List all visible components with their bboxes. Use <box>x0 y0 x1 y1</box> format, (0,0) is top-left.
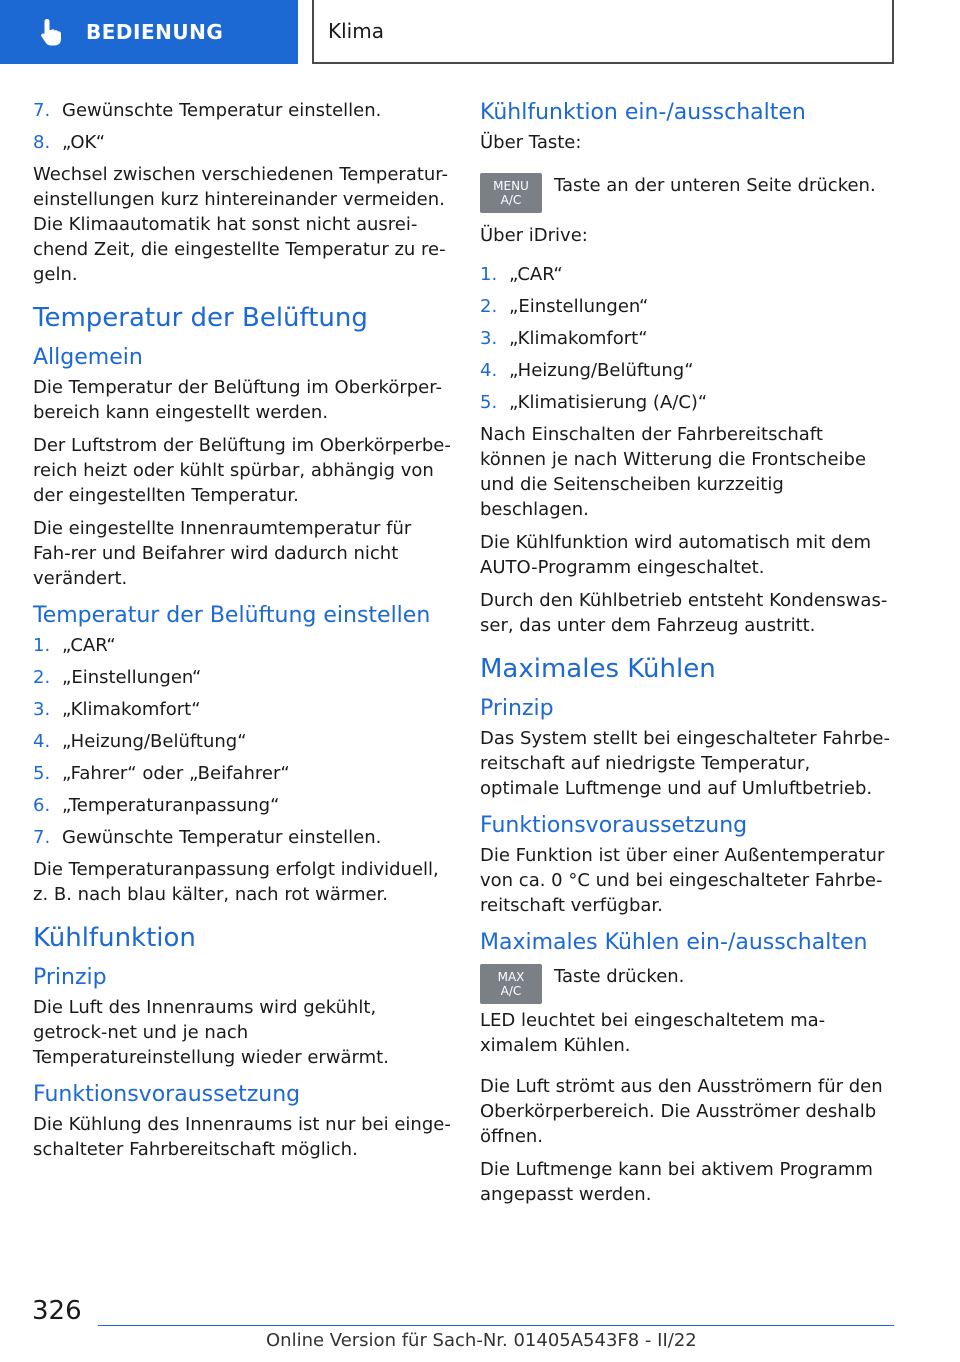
paragraph: Die Luftmenge kann bei aktivem Programm angepasst werden. <box>480 1159 873 1205</box>
step-text: „Temperaturanpassung“ <box>62 795 280 816</box>
paragraph: Nach Einschalten der Fahrbereitschaft können je nach Witterung die Frontscheibe und die Seitenscheiben kurzzeitig beschlagen. <box>480 424 867 520</box>
voraussetzung-paragraph: Die Kühlung des Innenraums ist nur bei einge-schalteter Fahrbereitschaft möglich. <box>33 1114 451 1160</box>
heading-prinzip: Prinzip <box>480 696 554 721</box>
step-number: 3. <box>480 328 498 349</box>
chapter-label: Klima <box>328 19 384 43</box>
step-number: 7. <box>33 827 51 848</box>
list-item <box>33 665 451 690</box>
step-text: „Klimatisierung (A/C)“ <box>509 392 708 413</box>
heading-allgemein: Allgemein <box>33 345 143 370</box>
via-button-label: Über Taste: <box>480 132 582 153</box>
heading-cooling-onoff: Kühlfunktion ein-/ausschalten <box>480 100 806 125</box>
list-item <box>33 825 451 850</box>
step-text: „Heizung/Belüftung“ <box>509 360 694 381</box>
paragraph: Die Luft strömt aus den Ausströmern für den Oberkörperbereich. Die Ausströmer deshalb öffnen. <box>480 1076 883 1147</box>
top-note: Wechsel zwischen verschiedenen Temperatur-einstellungen kurz hintereinander vermeiden. Die Klimaautomatik hat sonst nicht ausrei-chend Zeit, die eingestellte Temperatur zu re-geln. <box>33 164 449 285</box>
step-number: 7. <box>33 100 51 121</box>
menu-ac-button-icon <box>480 173 542 213</box>
chapter-header <box>312 0 894 64</box>
allgemein-paragraph: Der Luftstrom der Belüftung im Oberkörperbe-reich heizt oder kühlt spürbar, abhängig von der eingestellten Temperatur. <box>33 435 451 506</box>
voraussetzung-paragraph: Die Funktion ist über einer Außentemperatur von ca. 0 °C und bei eingeschalteter Fahrbe-reitschaft verfügbar. <box>480 845 885 916</box>
step-text: „Einstellungen“ <box>509 296 649 317</box>
list-item <box>33 697 451 722</box>
hand-pointer-icon <box>36 16 68 48</box>
page-number: 326 <box>32 1296 82 1326</box>
paragraph: Durch den Kühlbetrieb entsteht Kondenswas-ser, das unter dem Fahrzeug austritt. <box>480 590 888 636</box>
heading-max-cooling: Maximales Kühlen <box>480 654 716 684</box>
step-text: „CAR“ <box>509 264 563 285</box>
step-text: „Heizung/Belüftung“ <box>62 731 247 752</box>
step-number: 2. <box>480 296 498 317</box>
list-item <box>480 358 894 383</box>
max-ac-led-text: LED leuchtet bei eingeschaltetem ma-ximalem Kühlen. <box>480 1010 826 1056</box>
max-ac-row <box>480 964 894 1004</box>
step-text: „Klimakomfort“ <box>509 328 648 349</box>
via-idrive-label: Über iDrive: <box>480 225 588 246</box>
button-line: MAX <box>497 970 525 984</box>
set-note: Die Temperaturanpassung erfolgt individuell, z. B. nach blau kälter, nach rot wärmer. <box>33 859 439 905</box>
list-item <box>33 130 451 155</box>
list-item <box>33 633 451 658</box>
list-item <box>33 98 451 123</box>
heading-kuehlfunktion: Kühlfunktion <box>33 923 196 953</box>
step-number: 8. <box>33 132 51 153</box>
online-version-note: Online Version für Sach-Nr. 01405A543F8 - II/22 <box>266 1330 697 1351</box>
step-text: „Fahrer“ oder „Beifahrer“ <box>62 763 290 784</box>
list-item <box>33 729 451 754</box>
list-item <box>480 326 894 351</box>
list-item <box>33 761 451 786</box>
step-text: Gewünschte Temperatur einstellen. <box>62 827 382 848</box>
step-number: 1. <box>33 635 51 656</box>
step-number: 6. <box>33 795 51 816</box>
allgemein-paragraph: Die eingestellte Innenraumtemperatur für Fah-rer und Beifahrer wird dadurch nicht verändert. <box>33 518 412 589</box>
step-text: Gewünschte Temperatur einstellen. <box>62 100 382 121</box>
list-item <box>480 390 894 415</box>
step-number: 5. <box>33 763 51 784</box>
menu-ac-text: Taste an der unteren Seite drücken. <box>554 175 876 196</box>
heading-max-cooling-onoff: Maximales Kühlen ein-/ausschalten <box>480 930 868 955</box>
step-number: 5. <box>480 392 498 413</box>
heading-funktionsvoraussetzung: Funktionsvoraussetzung <box>480 813 748 838</box>
list-item <box>33 793 451 818</box>
max-ac-text: Taste drücken. <box>554 966 685 987</box>
step-number: 1. <box>480 264 498 285</box>
top-steps-list <box>33 98 451 155</box>
heading-vent-temperature: Temperatur der Belüftung <box>33 303 368 333</box>
idrive-steps-list <box>480 262 894 415</box>
step-number: 4. <box>480 360 498 381</box>
step-text: „Klimakomfort“ <box>62 699 201 720</box>
step-number: 2. <box>33 667 51 688</box>
heading-prinzip: Prinzip <box>33 965 107 990</box>
max-ac-button-icon <box>480 964 542 1004</box>
right-column <box>480 98 894 1215</box>
left-column <box>33 98 451 1170</box>
button-line: MENU <box>493 179 529 193</box>
menu-ac-row <box>480 173 894 213</box>
paragraph: Die Kühlfunktion wird automatisch mit dem AUTO-Programm eingeschaltet. <box>480 532 871 578</box>
step-number: 4. <box>33 731 51 752</box>
list-item <box>480 262 894 287</box>
step-text: „OK“ <box>62 132 106 153</box>
step-text: „CAR“ <box>62 635 116 656</box>
step-number: 3. <box>33 699 51 720</box>
footer-divider <box>98 1325 894 1326</box>
allgemein-paragraph: Die Temperatur der Belüftung im Oberkörper-bereich kann eingestellt werden. <box>33 377 442 423</box>
step-text: „Einstellungen“ <box>62 667 202 688</box>
prinzip-paragraph: Die Luft des Innenraums wird gekühlt, getrock-net und je nach Temperatureinstellung wieder erwärmt. <box>33 997 389 1068</box>
section-label: BEDIENUNG <box>86 20 224 44</box>
prinzip-paragraph: Das System stellt bei eingeschalteter Fahrbe-reitschaft auf niedrigste Temperatur, optimale Luftmenge und auf Umluftbetrieb. <box>480 728 890 799</box>
set-steps-list <box>33 633 451 850</box>
button-line: A/C <box>500 984 522 998</box>
list-item <box>480 294 894 319</box>
section-tab[interactable] <box>0 0 298 64</box>
heading-set-temperature: Temperatur der Belüftung einstellen <box>33 603 431 628</box>
heading-funktionsvoraussetzung: Funktionsvoraussetzung <box>33 1082 301 1107</box>
button-line: A/C <box>500 193 522 207</box>
